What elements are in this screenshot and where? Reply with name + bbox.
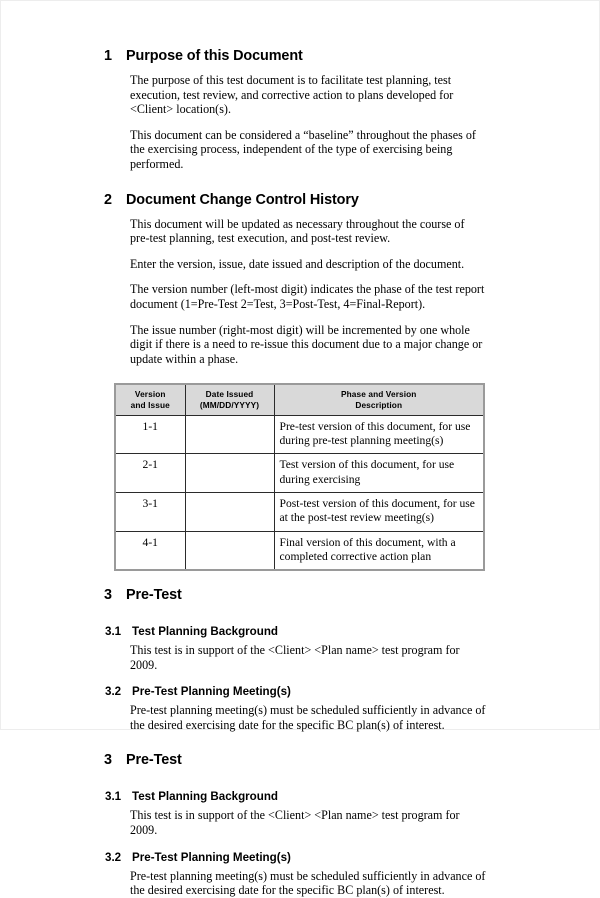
subsection-spacer: [104, 777, 486, 790]
section-title: Pre-Test: [126, 752, 182, 769]
section-number: 1: [104, 48, 112, 64]
paragraph: This document will be updated as necessary throughout the course of pre-test planning, test execution, and post-test review.: [130, 216, 465, 246]
column-header-date-issued: [185, 384, 274, 415]
header-line: and Issue: [130, 399, 170, 410]
cell-date[interactable]: [185, 454, 274, 493]
cell-description: Test version of this document, for use during exercising: [274, 454, 484, 493]
section-heading-3: [104, 587, 486, 603]
header-line: Phase and Version: [341, 389, 417, 400]
table-row: [115, 531, 484, 570]
subsection-title: Test Planning Background: [132, 790, 279, 804]
subsection-title: Pre-Test Planning Meeting(s): [132, 685, 291, 699]
change-control-table-wrapper: [114, 383, 483, 571]
subsection-number: 3.1: [105, 790, 122, 804]
paragraph: Pre-test planning meeting(s) must be scheduled sufficiently in advance of the desired exercising date for the specific BC plan(s) of interest.: [130, 703, 486, 732]
section-number: 3: [104, 587, 112, 604]
subsection-number: 3.1: [105, 625, 122, 639]
cell-version: 4-1: [115, 531, 185, 570]
subsection-heading-3-1-repeat: [104, 790, 486, 803]
subsection-heading-3-2-repeat: [104, 851, 486, 864]
subsection-title: Test Planning Background: [132, 625, 279, 639]
section-heading-1: [104, 48, 486, 64]
paragraph: Pre-test planning meeting(s) must be scheduled sufficiently in advance of the desired exercising date for the specific BC plan(s) of interest.: [130, 868, 486, 898]
column-header-phase-description: [274, 384, 484, 415]
header-line: Version: [134, 389, 166, 400]
cell-description: Final version of this document, with a completed corrective action plan: [274, 531, 484, 570]
subsection-heading-3-2: [104, 685, 486, 698]
subsection-spacer: [104, 672, 486, 685]
paragraph: The version number (left-most digit) indicates the phase of the test report document (1=Pre-Test 2=Test, 3=Post-Test, 4=Final-Report).: [130, 282, 485, 311]
change-control-table: [114, 383, 485, 571]
cell-version: 1-1: [115, 415, 185, 454]
subsection-number: 3.2: [105, 850, 122, 864]
table-row: [115, 415, 484, 454]
subsection-spacer: [104, 838, 486, 851]
section-heading-3-repeat: [104, 752, 486, 768]
header-line: Description: [355, 399, 403, 410]
paragraph: This test is in support of the <Client> <Plan name> test program for 2009.: [130, 808, 460, 838]
section-heading-2: [104, 192, 486, 208]
cell-date[interactable]: [185, 531, 274, 570]
header-line: Date Issued: [205, 389, 254, 400]
paragraph: The issue number (right-most digit) will be incremented by one whole digit if there is a need to re-issue this document due to a major change or update within a phase.: [130, 322, 483, 366]
cell-version: 2-1: [115, 454, 185, 493]
subsection-heading-3-1: [104, 625, 486, 638]
section-spacer: [1, 571, 599, 587]
subsection-spacer: [104, 612, 486, 625]
table-spacer: [1, 366, 599, 383]
subsection-title: Pre-Test Planning Meeting(s): [132, 850, 291, 864]
cell-description: Pre-test version of this document, for use during pre-test planning meeting(s): [274, 415, 484, 454]
column-header-version: [115, 384, 185, 415]
section-title: Document Change Control History: [126, 191, 359, 208]
document-body-lower: [104, 587, 486, 898]
subsection-number: 3.2: [105, 685, 122, 699]
section-spacer: [104, 172, 486, 192]
section-number: 2: [104, 191, 112, 208]
cell-version: 3-1: [115, 492, 185, 531]
cell-date[interactable]: [185, 492, 274, 531]
table-row: [115, 492, 484, 531]
section-title: Pre-Test: [126, 587, 182, 604]
section-spacer: [104, 732, 486, 752]
header-line: (MM/DD/YYYY): [199, 399, 260, 410]
paragraph: The purpose of this test document is to facilitate test planning, test execution, test review, and corrective action to plans developed for <Client> location(s).: [130, 73, 454, 117]
section-number: 3: [104, 752, 112, 769]
section-title: Purpose of this Document: [126, 48, 303, 64]
paragraph: Enter the version, issue, date issued and description of the document.: [130, 256, 465, 271]
table-row: [115, 454, 484, 493]
cell-date[interactable]: [185, 415, 274, 454]
table-header-row: [115, 384, 484, 415]
document-body: [104, 48, 486, 366]
paragraph: This document can be considered a “baseline” throughout the phases of the exercising process, independent of the type of exercising being performed.: [130, 127, 476, 171]
cell-description: Post-test version of this document, for use at the post-test review meeting(s): [274, 492, 484, 531]
paragraph: This test is in support of the <Client> <Plan name> test program for 2009.: [130, 643, 460, 672]
